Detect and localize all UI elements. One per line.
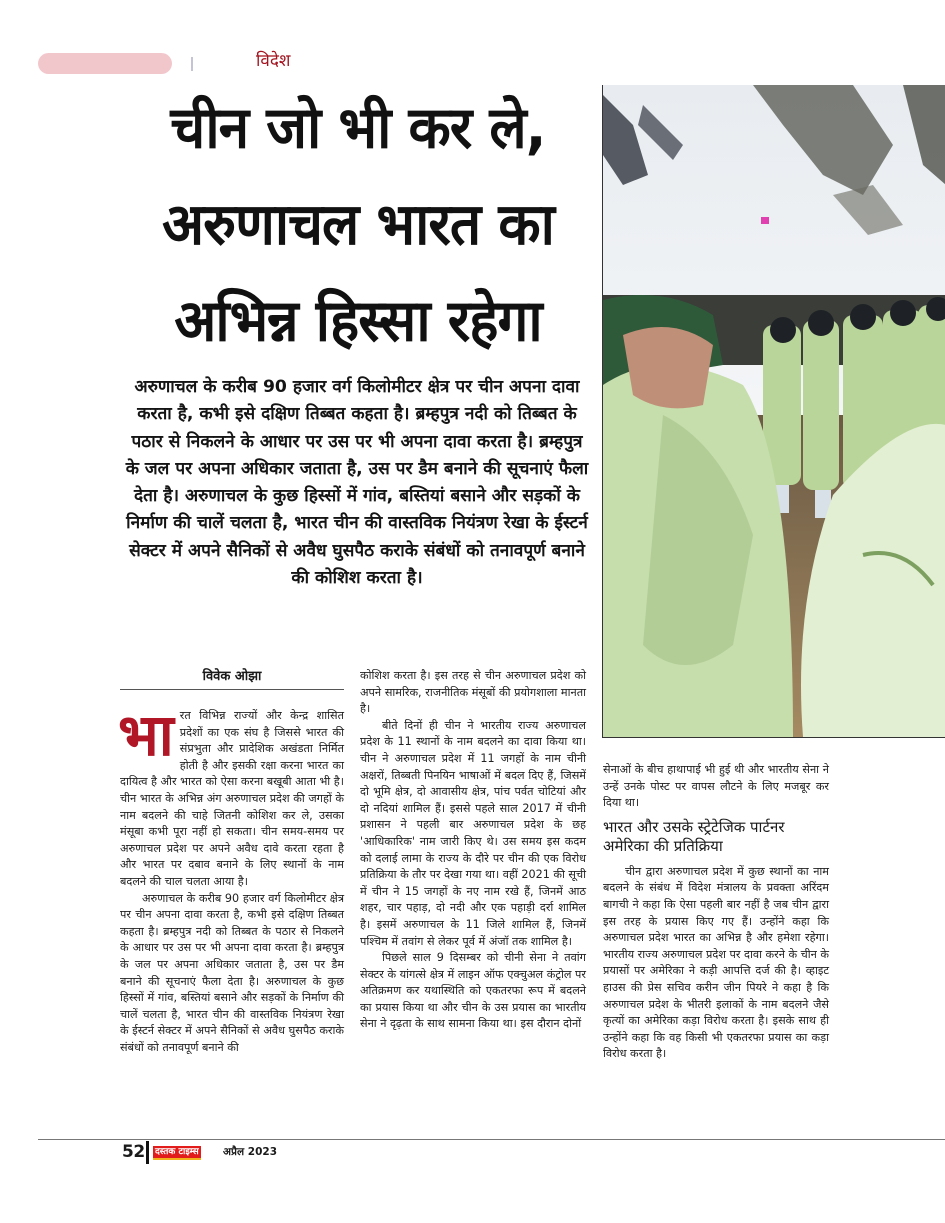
footer-separator <box>146 1141 149 1164</box>
article-column-2 <box>360 668 586 1033</box>
paragraph: पिछले साल 9 दिसम्बर को चीनी सेना ने तवांग सेक्टर के यांगत्से क्षेत्र में लाइन ऑफ एक्चुअल कंट्रोल पर अतिक्रमण कर यथास्थिति को एकतरफा रूप में बदलने का प्रयास किया था और चीन के उस प्रयास का भारतीय सेना ने दृढ़ता के साथ सामना किया था। इस दौरान दोनों <box>360 951 586 1031</box>
paragraph: चीन द्वारा अरुणाचल प्रदेश में कुछ स्थानों का नाम बदलने के संबंध में विदेश मंत्रालय के प्रवक्ता अरिंदम बागची ने कहा कि ऐसा पहली बार नहीं है जब चीन द्वारा इस तरह के प्रयास किए गए हैं। उन्होंने कहा कि अरुणाचल प्रदेश भारत का अभिन्न है और हमेशा रहेगा। भारतीय राज्य अरुणाचल प्रदेश पर दावा करने के चीन के प्रयासों पर अमेरिका ने कड़ी आपत्ति दर्ज की है। व्हाइट हाउस की प्रेस सचिव करीन जीन पियरे ने कहा है कि अरुणाचल प्रदेश के भीतरी इलाकों के नाम बदलने जैसे कृत्यों का अमेरिका कड़ा विरोध करता है। इसके साथ ही उन्होंने कहा कि वह किसी भी एकतरफा प्रयास का कड़ा विरोध करता है। <box>603 864 829 1061</box>
drop-cap: भा <box>118 701 174 769</box>
section-label: विदेश <box>256 51 291 71</box>
section-tab-pill <box>38 53 172 74</box>
paragraph: अरुणाचल के करीब 90 हजार वर्ग किलोमीटर क्षेत्र पर चीन अपना दावा करता है, कभी इसे दक्षिण तिब्बत कहता है। ब्रम्हपुत्र नदी को तिब्बत के पठार से निकलने के आधार पर उस पर भी अपना दावा करता है। ब्रम्हपुत्र के जल पर अपना अधिकार जताता है, उस पर डैम बनाने की सूचनाएं फैला देता है। अरुणाचल के कुछ हिस्सों में गांव, बस्तियां बसाने और सड़कों के निर्माण की चालें चलता है, भारत चीन की वास्तविक नियंत्रण रेखा के ईस्टर्न सेक्टर में अपने सैनिकों से अवैध घुसपैठ कराके संबंधों को तनावपूर्ण बनाने की <box>120 891 344 1054</box>
headline-line-3: अभिन्न हिस्सा रहेगा <box>174 287 542 355</box>
article-deck: अरुणाचल के करीब 90 हजार वर्ग किलोमीटर क्षेत्र पर चीन अपना दावा करता है, कभी इसे दक्षिण तिब्बत कहता है। ब्रम्हपुत्र नदी को तिब्बत के पठार से निकलने के आधार पर उस पर भी अपना दावा करता है। ब्रम्हपुत्र के जल पर अपना अधिकार जताता है, उस पर डैम बनाने की सूचनाएं फैला देता है। अरुणाचल के कुछ हिस्सों में गांव, बस्तियां बसाने और सड़कों के निर्माण की चालें चलता है, भारत चीन की वास्तविक नियंत्रण रेखा के ईस्टर्न सेक्टर में अपने सैनिकों से अवैध घुसपैठ कराके संबंधों को तनावपूर्ण बनाने की कोशिश करता है। <box>125 377 589 589</box>
footer-divider <box>38 1139 945 1140</box>
article-column-1 <box>118 701 344 1056</box>
byline: विवेक ओझा <box>202 669 262 684</box>
article-photo <box>602 85 945 738</box>
subheading: भारत और उसके स्ट्रेटेजिक पार्टनर अमेरिका की प्रतिक्रिया <box>603 817 785 855</box>
magazine-logo: दस्तक टाइम्स <box>153 1146 201 1160</box>
paragraph: कोशिश करता है। इस तरह से चीन अरुणाचल प्रदेश को अपने सामरिक, राजनीतिक मंसूबों की प्रयोगशाला मानता है। <box>360 669 586 716</box>
soldiers-photo-illustration <box>603 85 945 737</box>
headline-line-1: चीन जो भी कर ले, <box>170 93 546 161</box>
page-number: 52 <box>122 1142 145 1162</box>
byline-divider <box>120 689 344 690</box>
paragraph: सेनाओं के बीच हाथापाई भी हुई थी और भारतीय सेना ने उन्हें उनके पोस्ट पर वापस लौटने के लिए मजबूर कर दिया था। <box>603 763 829 810</box>
headline <box>118 79 598 369</box>
article-column-3 <box>603 762 829 1063</box>
paragraph: बीते दिनों ही चीन ने भारतीय राज्य अरुणाचल प्रदेश के 11 स्थानों के नाम बदलने का दावा किया था। चीन ने अरुणाचल प्रदेश में 11 जगहों के नाम चीनी अक्षरों, तिब्बती पिनयिन भाषाओं में बदल दिए हैं, जिसमें दो भूमि क्षेत्र, दो आवासीय क्षेत्र, पांच पर्वत चोटियां और दो नदियां शामिल हैं। इससे पहले साल 2017 में चीनी प्रशासन ने पहली बार अरुणाचल प्रदेश के छह 'आधिकारिक' नाम जारी किए थे। उस समय इस कदम को दलाई लामा के राज्य के दौरे पर चीन की एक विरोध प्रतिक्रिया के तौर पर देखा गया था। वहीं 2021 की सूची में चीन ने 15 जगहों के नए नाम रखे हैं, जिनमें आठ शहर, चार पहाड़, दो नदी और एक पहाड़ी दर्रा शामिल है। इसमें अरुणाचल के 11 जिले शामिल हैं, जिनमें पश्चिम में तवांग से लेकर पूर्व में अंजॉ तक शामिल है। <box>360 718 586 948</box>
issue-date: अप्रैल 2023 <box>223 1146 277 1158</box>
paragraph: रत विभिन्न राज्यों और केन्द्र शासित प्रदेशों का एक संघ है जिससे भारत की संप्रभुता और प्रादेशिक अखंडता निर्मित होती है और इसकी रक्षा करना भारत का दायित्व है और भारत को ऐसा करना बखूबी आता भी है। चीन भारत के अभिन्न अंग अरुणाचल प्रदेश की जगहों के नाम बदलने की चाहे जितनी कोशिश कर ले, उसका मंसूबा कभी पूरा नहीं हो सकता। चीन समय-समय पर अरुणाचल प्रदेश पर अपने अवैध दावे करता रहता है और भारत पर दबाव बनाने के लिए स्थानों के नाम बदलने की चाल चलता आया है। <box>120 709 344 888</box>
header-divider <box>191 57 193 71</box>
headline-line-2: अरुणाचल भारत का <box>162 190 554 258</box>
